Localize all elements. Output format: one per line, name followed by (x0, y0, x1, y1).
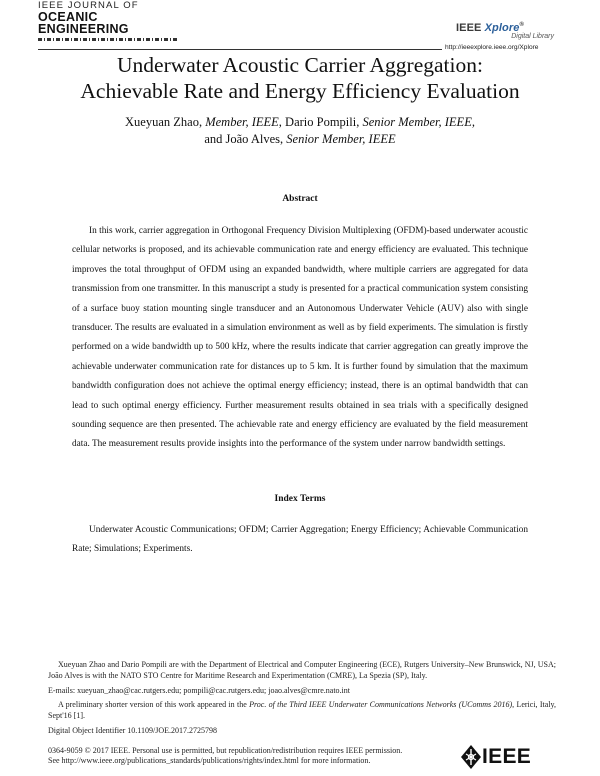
footnote-preliminary (48, 700, 556, 722)
masthead-decoration (38, 38, 178, 41)
ieee-logo (460, 744, 556, 772)
header-rule (38, 49, 442, 50)
journal-line1: IEEE JOURNAL OF (38, 0, 139, 11)
journal-masthead (38, 0, 178, 41)
footnote-rights-url[interactable]: See http://www.ieee.org/publications_standards/publications/rights/index.html for more information. (48, 756, 371, 765)
ieee-xplore-logo: IEEE Xplore® Digital Library (456, 22, 554, 40)
abstract-heading: Abstract (282, 194, 318, 204)
prelim-text-2: , Lerici, Italy, Sept'16 [1]. (48, 700, 556, 720)
xplore-subtitle: Digital Library (511, 33, 554, 40)
author2-name: , Dario Pompili, (278, 115, 363, 129)
author3-name: and João Alves, (204, 132, 287, 146)
title-line1: Underwater Acoustic Carrier Aggregation: (117, 53, 483, 77)
prelim-text-1: A preliminary shorter version of this work appeared in the (58, 700, 250, 709)
author-list (0, 114, 600, 148)
prelim-venue: Proc. of the Third IEEE Underwater Communications Networks (UComms 2016) (249, 700, 513, 709)
index-terms-heading: Index Terms (274, 494, 326, 504)
footnote-affiliation: Xueyuan Zhao and Dario Pompili are with the Department of Electrical and Computer Engineering (ECE), Rutgers University–New Brunswick, NJ, USA; João Alves is with the NATO STO Centre for Maritime Research and Experimentation (CMRE), La Spezia (SP), Italy. (48, 660, 556, 680)
footnote-doi: Digital Object Identifier 10.1109/JOE.2017.2725798 (48, 726, 218, 735)
footnote-copyright: 0364-9059 © 2017 IEEE. Personal use is permitted, but republication/redistribution requires IEEE permission. (48, 746, 403, 755)
author1-name: Xueyuan Zhao, (125, 115, 206, 129)
author1-role: Member, IEEE (205, 115, 279, 129)
title-line2: Achievable Rate and Energy Efficiency Evaluation (80, 79, 520, 103)
ieee-logo-text: IEEE (482, 745, 532, 768)
ieee-diamond-icon (460, 744, 482, 770)
xplore-url[interactable]: http://ieeexplore.ieee.org/Xplore (445, 44, 539, 51)
author2-role: Senior Member, IEEE, (362, 115, 475, 129)
paper-title (0, 52, 600, 104)
journal-line3: ENGINEERING (38, 22, 129, 36)
abstract-text: In this work, carrier aggregation in Orthogonal Frequency Division Multiplexing (OFDM)-based underwater acoustic cellular networks is proposed, and its achievable communication rate and energy efficiency are evaluated. This technique improves the total throughput of OFDM using an expanded bandwidth, where multiple carriers are aggregated for data transmission from one transmitter. In this manuscript a study is presented for a practical communication system consisting of a surface buoy station mounting single transducer and an Autonomous Underwater Vehicle (AUV) also with single transducer. The results are evaluated in a simulation environment as well as by field experiments. The simulation is firstly performed on a wide bandwidth up to 500 kHz, where the results indicate that carrier aggregation can greatly improve the achievable underwater communication rate for distances up to 5 km. It is further found by simulation that the maximum bandwidth configuration does not achieve the optimal energy efficiency; instead, there is an optimal bandwidth that can lead to such optimal energy efficiency. Further measurement results obtained in sea trials with a specifically designed sounding sequence are then presented. The achievable rate and energy efficiency are evaluated by the field measurement data. The measurement results provide insights into the performance of the system under narrow bandwidth settings. (72, 226, 528, 450)
author3-role: Senior Member, IEEE (286, 132, 396, 146)
index-terms-text: Underwater Acoustic Communications; OFDM; Carrier Aggregation; Energy Efficiency; Achievable Communication Rate; Simulations; Experiments. (72, 525, 528, 555)
journal-line2: OCEANIC (38, 10, 98, 24)
footnote-emails: E-mails: xueyuan_zhao@cac.rutgers.edu; pompili@cac.rutgers.edu; joao.alves@cmre.nato.int (48, 686, 350, 695)
xplore-brand: IEEE (456, 22, 482, 34)
xplore-brand2: Xplore (484, 22, 520, 34)
